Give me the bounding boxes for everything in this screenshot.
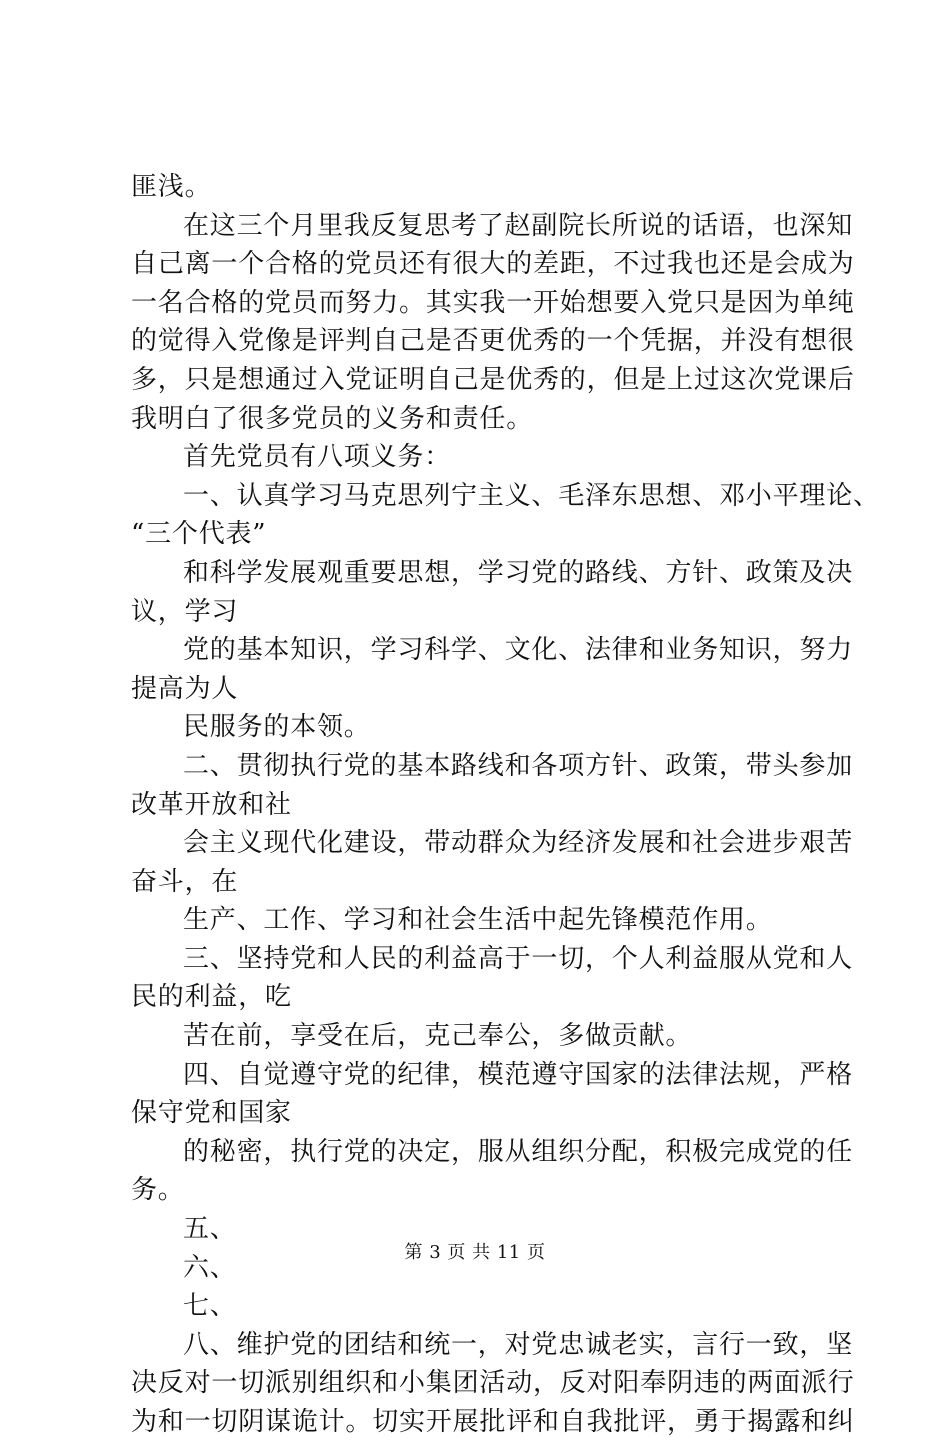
- text-line: 议，学习: [131, 596, 239, 627]
- text-line: 首先党员有八项义务：: [183, 442, 452, 473]
- text-line: 七、: [183, 1291, 237, 1322]
- text-line: 四、自觉遵守党的纪律，模范遵守国家的法律法规，严格: [183, 1059, 854, 1090]
- text-line: 一名合格的党员而努力。其实我一开始想要入党只是因为单纯: [131, 287, 855, 318]
- text-line: 民的利益，吃: [131, 982, 292, 1013]
- text-line: 在这三个月里我反复思考了赵副院长所说的话语，也深知: [183, 210, 854, 241]
- text-line: 民服务的本领。: [183, 712, 371, 743]
- page-footer: 第 3 页 共 11 页: [404, 1242, 546, 1263]
- text-line: 苦在前，享受在后，克己奉公，多做贡献。: [183, 1021, 693, 1052]
- text-line: 我明白了很多党员的义务和责任。: [131, 403, 534, 434]
- text-line: 奋斗，在: [131, 866, 239, 897]
- text-line: 务。: [131, 1175, 185, 1206]
- text-line: 匪浅。: [131, 172, 212, 202]
- text-line: 提高为人: [131, 673, 239, 704]
- text-line: 自己离一个合格的党员还有很大的差距，不过我也还是会成为: [131, 249, 855, 280]
- text-line: 五、: [183, 1214, 237, 1245]
- text-line: 和科学发展观重要思想，学习党的路线、方针、政策及决: [183, 557, 854, 588]
- text-line: 为和一切阴谋诡计。切实开展批评和自我批评，勇于揭露和纠: [131, 1407, 855, 1437]
- text-line: 党的基本知识，学习科学、文化、法律和业务知识，努力: [183, 635, 854, 666]
- text-line: 八、维护党的团结和统一，对党忠诚老实，言行一致，坚: [183, 1329, 854, 1360]
- text-line: 决反对一切派别组织和小集团活动，反对阳奉阴违的两面派行: [131, 1368, 855, 1399]
- text-line: 六、: [183, 1252, 237, 1283]
- text-line: 多，只是想通过入党证明自己是优秀的，但是上过这次党课后: [131, 364, 855, 395]
- text-line: 的觉得入党像是评判自己是否更优秀的一个凭据，并没有想很: [131, 326, 855, 357]
- text-line: “三个代表”: [131, 519, 267, 550]
- text-line: 一、认真学习马克思列宁主义、毛泽东思想、邓小平理论、: [183, 480, 880, 511]
- text-line: 生产、工作、学习和社会生活中起先锋模范作用。: [183, 905, 773, 936]
- text-line: 保守党和国家: [131, 1098, 292, 1129]
- text-line: 二、贯彻执行党的基本路线和各项方针、政策，带头参加: [183, 750, 854, 781]
- text-line: 的秘密，执行党的决定，服从组织分配，积极完成党的任: [183, 1136, 854, 1167]
- text-line: 三、坚持党和人民的利益高于一切，个人利益服从党和人: [183, 943, 854, 974]
- text-line: 改革开放和社: [131, 789, 292, 820]
- text-line: 会主义现代化建设，带动群众为经济发展和社会进步艰苦: [183, 828, 854, 859]
